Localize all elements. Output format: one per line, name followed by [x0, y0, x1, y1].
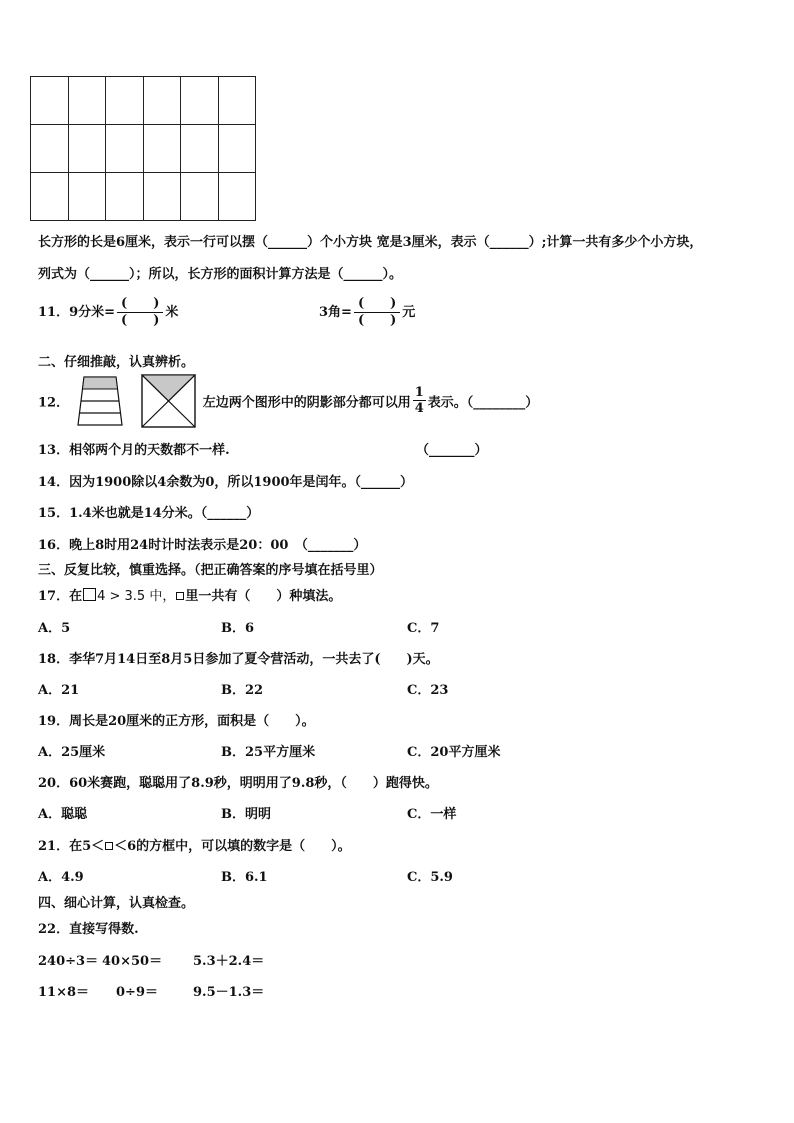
calc-item: 11×8＝ [38, 985, 90, 1000]
fraction-numerator: ( ) [117, 297, 163, 313]
q11-right [319, 297, 415, 328]
blank-box [83, 588, 96, 601]
q17-pre: 17．在 [38, 589, 83, 604]
q12-text-b: 表示。（________） [427, 395, 539, 411]
section-4-heading: 四、细心计算，认真检查。 [38, 896, 195, 911]
q15: 15．1.4米也就是14分米。（______） [38, 506, 260, 521]
q11-left-fraction [117, 297, 163, 328]
q17-post: 里一共有（ ）种填法。 [185, 589, 342, 604]
q21 [38, 835, 351, 854]
q16: 16．晚上8时用24时计时法表示是20：00 （_______） [38, 538, 367, 553]
q17-option-c[interactable]: C．7 [407, 621, 440, 636]
calc-item: 40×50＝ [102, 954, 163, 969]
q20-text: 20．60米赛跑，聪聪用了8.9秒，明明用了9.8秒，（ ）跑得快。 [38, 776, 438, 791]
q21-option-a[interactable]: A．4.9 [38, 870, 84, 885]
q11-number: 11． [38, 305, 70, 320]
q17-mid: 4 > 3.5 中， [97, 589, 176, 604]
q20-option-b[interactable]: B．明明 [221, 807, 271, 822]
fraction-denominator: ( ) [357, 313, 397, 328]
calc-item: 240÷3＝ [38, 954, 99, 969]
q18-option-a[interactable]: A．21 [38, 683, 80, 698]
q18-text: 18．李华7月14日至8月5日参加了夏令营活动，一共去了( )天。 [38, 652, 439, 667]
q12-number: 12． [38, 395, 70, 411]
q12 [38, 373, 538, 429]
q21-post: ＜6的方框中，可以填的数字是（ ）。 [114, 839, 351, 854]
q11-right-fraction [354, 297, 400, 328]
calc-item: 9.5－1.3＝ [193, 985, 265, 1000]
q11-left-post: 米 [165, 305, 179, 320]
rectangle-grid [30, 76, 256, 221]
q18-option-b[interactable]: B．22 [221, 683, 264, 698]
calc-item: 5.3＋2.4＝ [193, 954, 265, 969]
q17-option-a[interactable]: A．5 [38, 621, 71, 636]
fraction-numerator: 1 [414, 385, 424, 400]
q20-option-a[interactable]: A．聪聪 [38, 807, 88, 822]
q11-right-post: 元 [402, 305, 416, 320]
q21-pre: 21．在5＜ [38, 839, 105, 854]
q20-option-c[interactable]: C．一样 [407, 807, 457, 822]
q17-option-b[interactable]: B．6 [221, 621, 255, 636]
trapezoid-figure [74, 374, 126, 428]
section-2-heading: 二、仔细推敲，认真辨析。 [38, 355, 195, 370]
fraction-denominator: 4 [414, 401, 424, 416]
q12-text-a: 左边两个图形中的阴影部分都可以用 [202, 395, 411, 411]
q10-line1: 长方形的长是6厘米，表示一行可以摆（______）个小方块 宽是3厘米，表示（______）;计算一共有多少个小方块， [38, 235, 703, 250]
q21-option-c[interactable]: C．5.9 [407, 870, 453, 885]
q14: 14．因为1900除以4余数为0，所以1900年是闰年。（______） [38, 475, 414, 490]
q13-text: 13．相邻两个月的天数都不一样. [38, 443, 230, 458]
q12-fraction [413, 386, 426, 416]
q22-title: 22．直接写得数. [38, 922, 139, 937]
q19-option-a[interactable]: A．25厘米 [38, 745, 106, 760]
q18-option-c[interactable]: C．23 [407, 683, 449, 698]
blank-box [105, 842, 113, 850]
calc-item: 0÷9＝ [116, 985, 158, 1000]
blank-box [176, 592, 184, 600]
q11-right-pre: 3角= [319, 305, 352, 320]
fraction-numerator: ( ) [354, 297, 400, 313]
q19-text: 19．周长是20厘米的正方形，面积是（ ）。 [38, 714, 315, 729]
q21-option-b[interactable]: B．6.1 [221, 870, 268, 885]
q19-option-b[interactable]: B．25平方厘米 [221, 745, 316, 760]
q13-blank: （_______） [416, 443, 488, 458]
fraction-denominator: ( ) [121, 313, 160, 328]
square-diagonals-figure [140, 373, 198, 429]
q17 [38, 585, 341, 604]
q11 [38, 297, 178, 328]
q10-line2: 列式为（______）；所以，长方形的面积计算方法是（______）。 [38, 267, 403, 282]
q11-left-pre: 9分米= [69, 305, 116, 320]
q19-option-c[interactable]: C．20平方厘米 [407, 745, 501, 760]
section-3-heading: 三、反复比较，慎重选择。（把正确答案的序号填在括号里） [38, 563, 383, 578]
